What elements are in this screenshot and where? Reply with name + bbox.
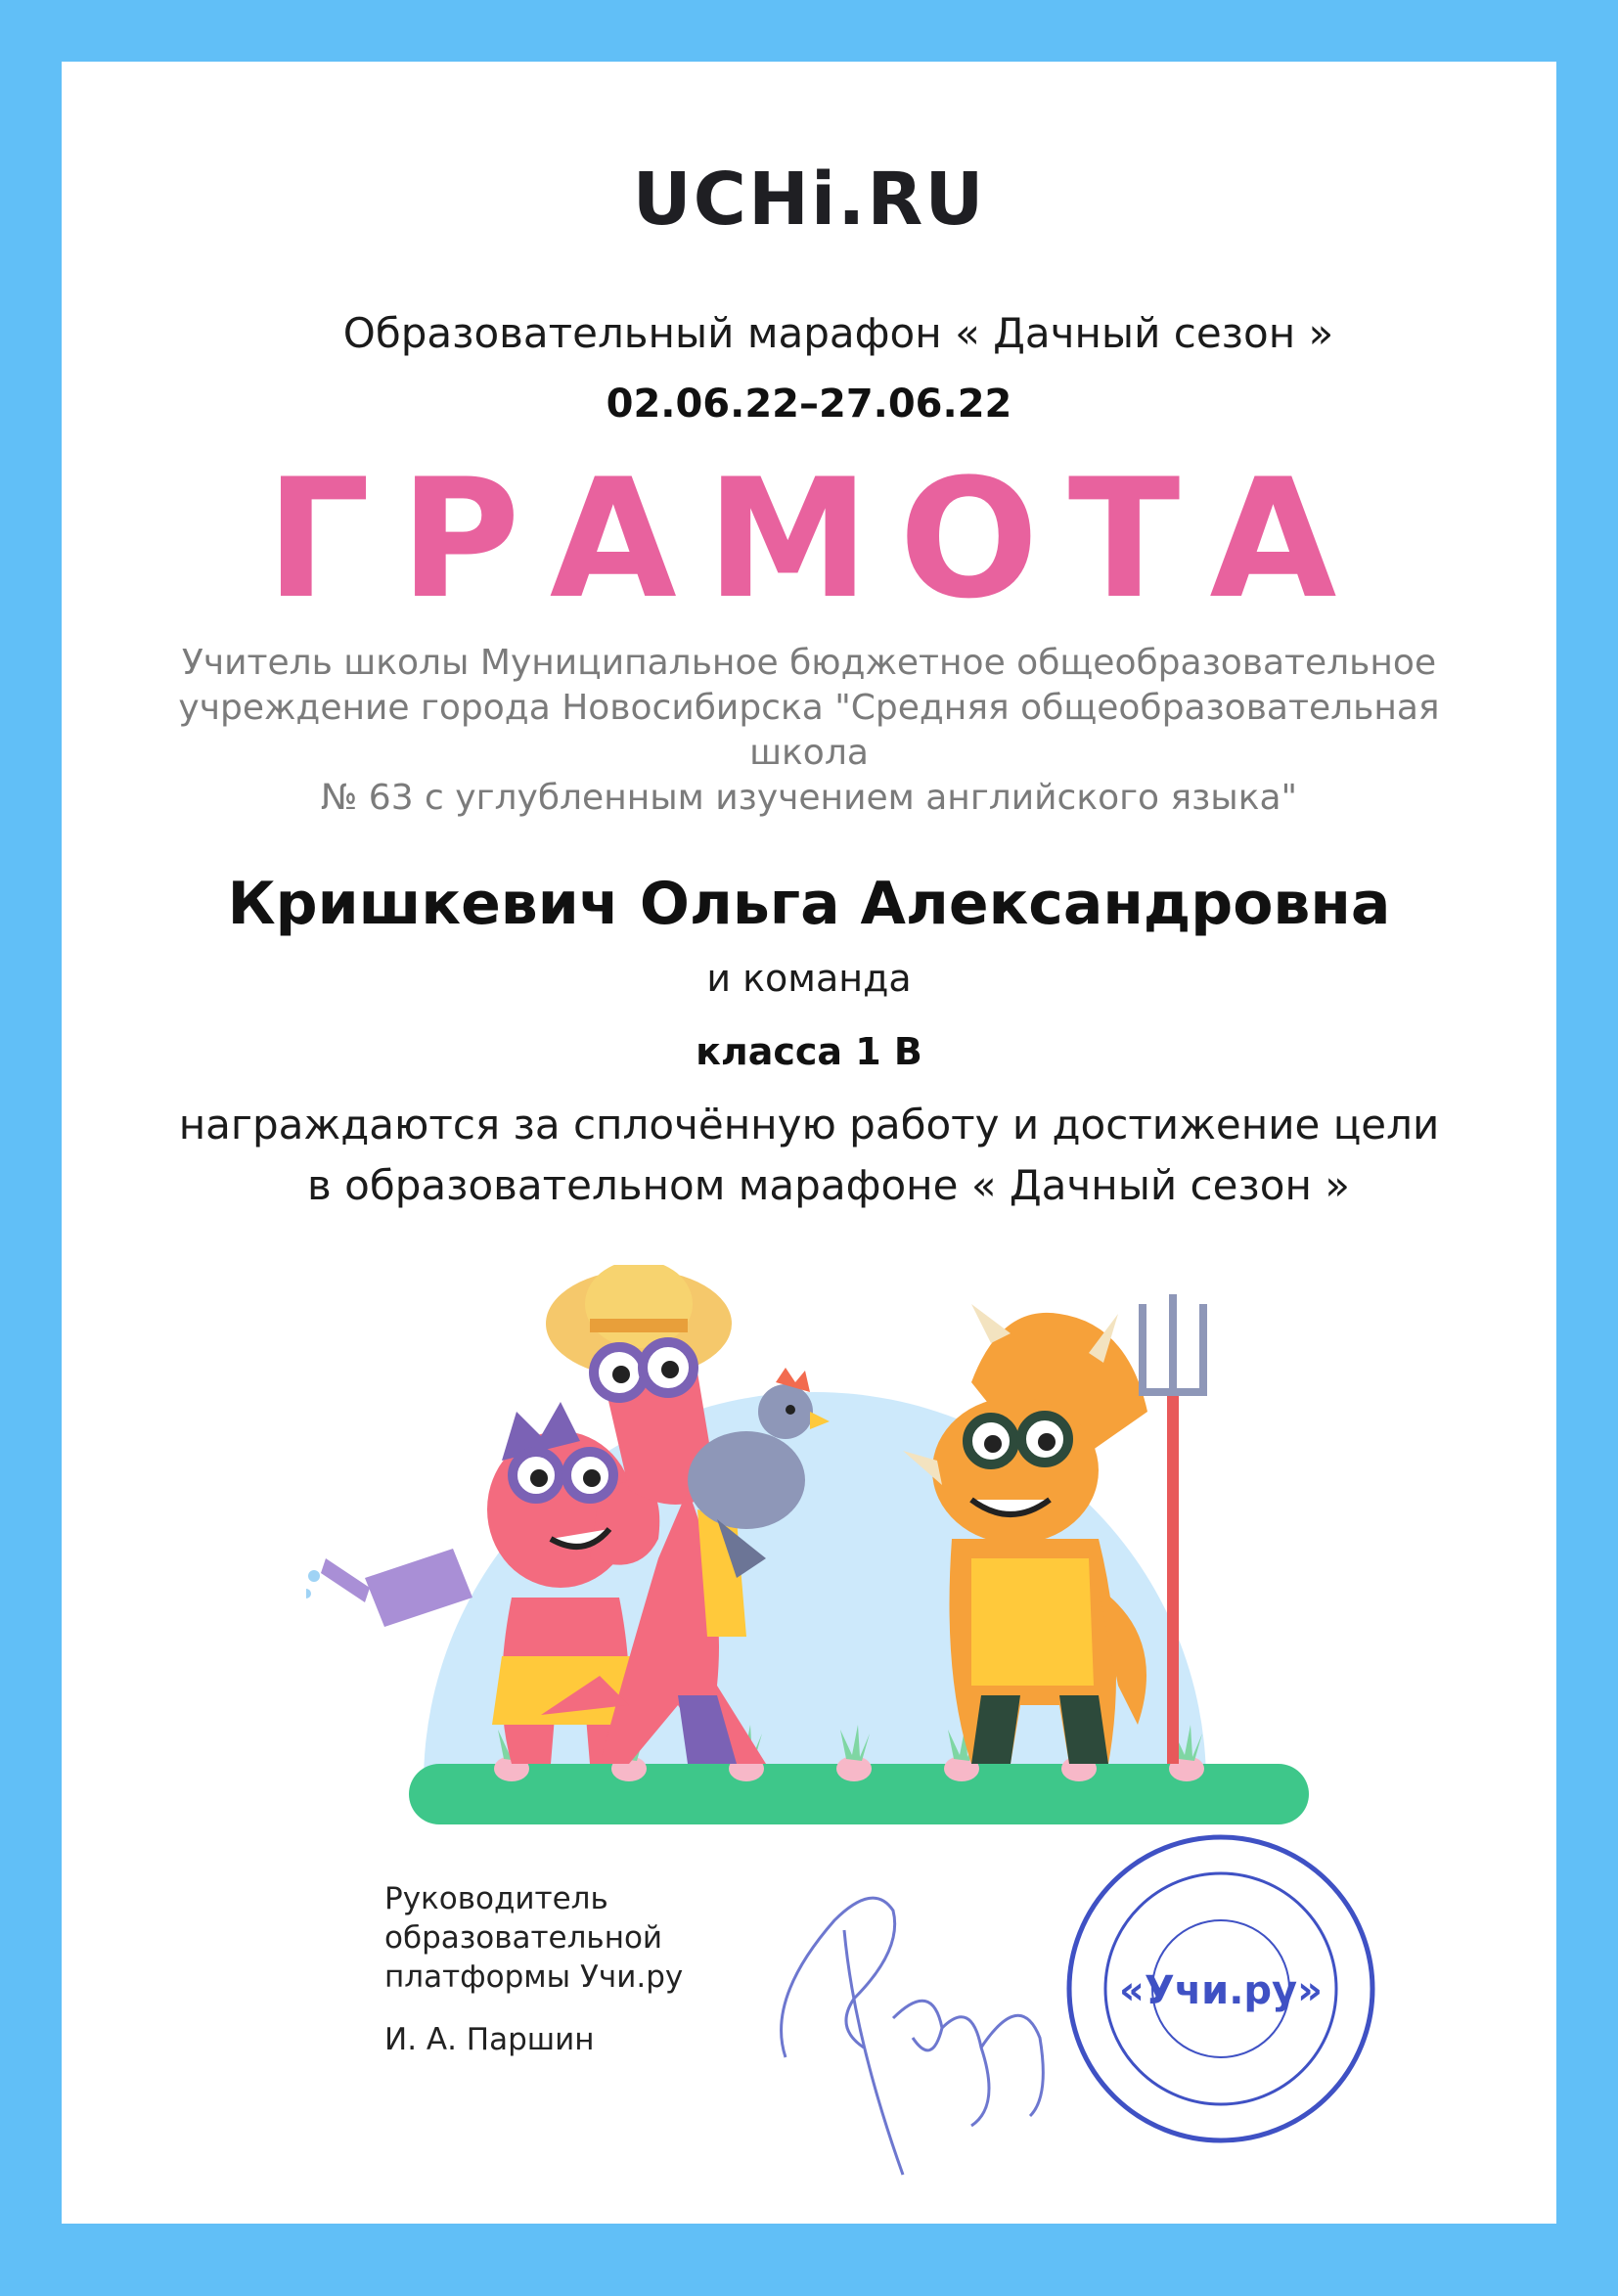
and-team-text: и команда [706, 957, 912, 1000]
class-name: класса 1 В [696, 1030, 922, 1073]
signer-title [384, 1879, 683, 1997]
school-description [120, 641, 1498, 821]
signer-line: платформы Учи.ру [384, 1959, 684, 1995]
award-text [62, 1095, 1556, 1216]
school-line: Учитель школы Муниципальное бюджетное общеобразовательное [181, 643, 1437, 683]
round-stamp [1069, 1837, 1372, 2140]
recipient-name: Кришкевич Ольга Александровна [227, 870, 1391, 938]
signer-line: образовательной [384, 1920, 663, 1956]
signature [782, 1898, 1044, 2175]
uchi-logo: UCHi.RU [632, 158, 986, 242]
certificate-heading: ГРАМОТА [265, 443, 1367, 635]
signer-name: И. А. Паршин [384, 2022, 595, 2057]
signer-line: Руководитель [384, 1881, 608, 1916]
marathon-title: Образовательный марафон « Дачный сезон » [342, 309, 1334, 357]
garden-dinosaurs-illustration [306, 1265, 1314, 1852]
school-line: учреждение города Новосибирска "Средняя общеобразовательная школа [178, 688, 1440, 773]
marathon-dates: 02.06.22–27.06.22 [606, 382, 1012, 427]
school-line: № 63 с углубленным изучением английского языка" [320, 778, 1298, 818]
award-line: награждаются за сплочённую работу и достижение цели [178, 1101, 1440, 1148]
stamp-label: «Учи.ру» [1119, 1968, 1323, 2013]
award-line: в образовательном марафоне « Дачный сезон » [307, 1161, 1350, 1209]
signature-and-stamp [746, 1803, 1382, 2214]
certificate-page [62, 62, 1556, 2224]
